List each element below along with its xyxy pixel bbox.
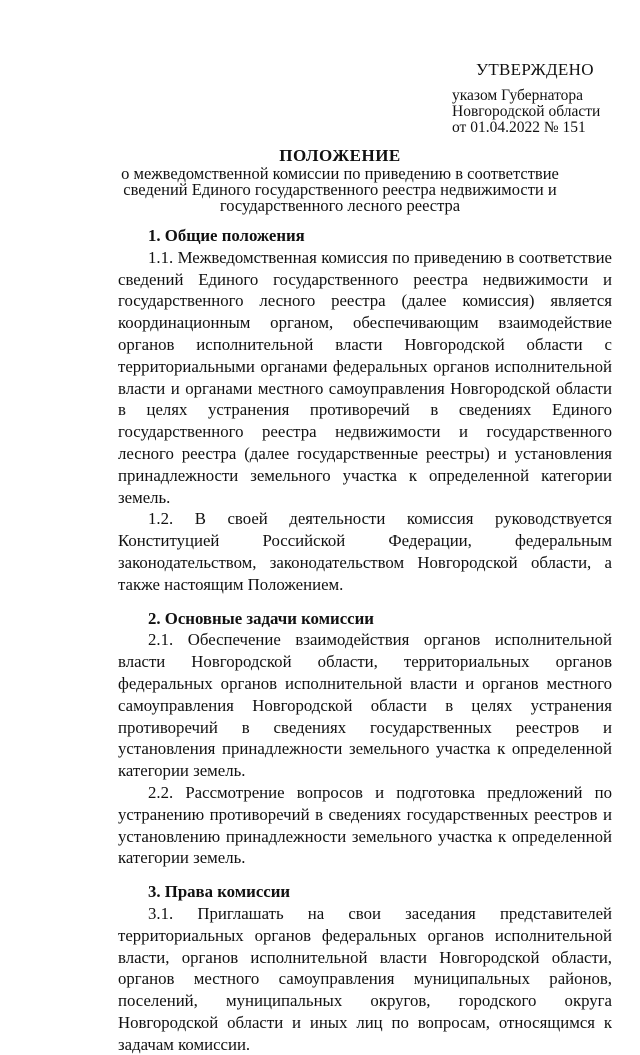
document-body: [118, 225, 612, 1055]
section-heading-rights: 3. Права комиссии: [148, 882, 291, 902]
approval-line-date: от 01.04.2022 № 151: [452, 119, 586, 136]
paragraph-2-2: 2.2. Рассмотрение вопросов и подготовка предложений по устранению противоречий в сведениях государственных реестров и установлению принадлежности земельного участка к определенной категории земель.: [118, 782, 612, 868]
document-title: ПОЛОЖЕНИЕ: [279, 146, 401, 165]
section-spacer: [118, 869, 612, 881]
document-subtitle: о межведомственной комиссии по приведению в соответствие сведений Единого государственного реестра недвижимости и государственного лесного реестра: [121, 164, 559, 215]
paragraph-1-1: 1.1. Межведомственная комиссия по приведению в соответствие сведений Единого государственного реестра недвижимости и государственного лесного реестра (далее комиссия) является координационным органом, обеспечивающим взаимодействие органов исполнительной власти Новгородской области с территориальными органами федеральных органов исполнительной власти и органами местного самоуправления Новгородской области в целях устранения противоречий в сведениях Единого государственного реестра недвижимости и государственного лесного реестра (далее государственные реестры) и установления принадлежности земельного участка к определенной категории земель.: [118, 247, 612, 507]
section-heading-general: 1. Общие положения: [148, 226, 305, 245]
approval-stamp-label: УТВЕРЖДЕНО: [476, 60, 594, 79]
approval-stamp-block: [452, 62, 622, 136]
paragraph-1-2: 1.2. В своей деятельности комиссия руководствуется Конституцией Российской Федерации, федеральным законодательством, законодательством Новгородской области, а также настоящим Положением.: [118, 509, 612, 594]
section-heading-tasks: 2. Основные задачи комиссии: [148, 608, 374, 628]
approval-line-decree: указом Губернатора: [452, 87, 584, 104]
document-title-block: [110, 148, 570, 214]
section-spacer: [118, 596, 612, 608]
paragraph-2-1: 2.1. Обеспечение взаимодействия органов исполнительной власти Новгородской области, территориальных органов федеральных органов исполнительной власти и органов местного самоуправления Новгородской области в целях устранения противоречий в сведениях государственных реестров и установления принадлежности земельного участка к определенной категории земель.: [118, 630, 612, 781]
paragraph-3-1: 3.1. Приглашать на свои заседания представителей территориальных органов федеральных органов исполнительной власти, органов исполнительной власти Новгородской области, органов местного самоуправления муниципальных районов, поселений, муниципальных округов, городского округа Новгородской области и иных лиц по вопросам, относящимся к задачам комиссии.: [118, 903, 612, 1054]
approval-line-region: Новгородской области: [452, 103, 601, 120]
